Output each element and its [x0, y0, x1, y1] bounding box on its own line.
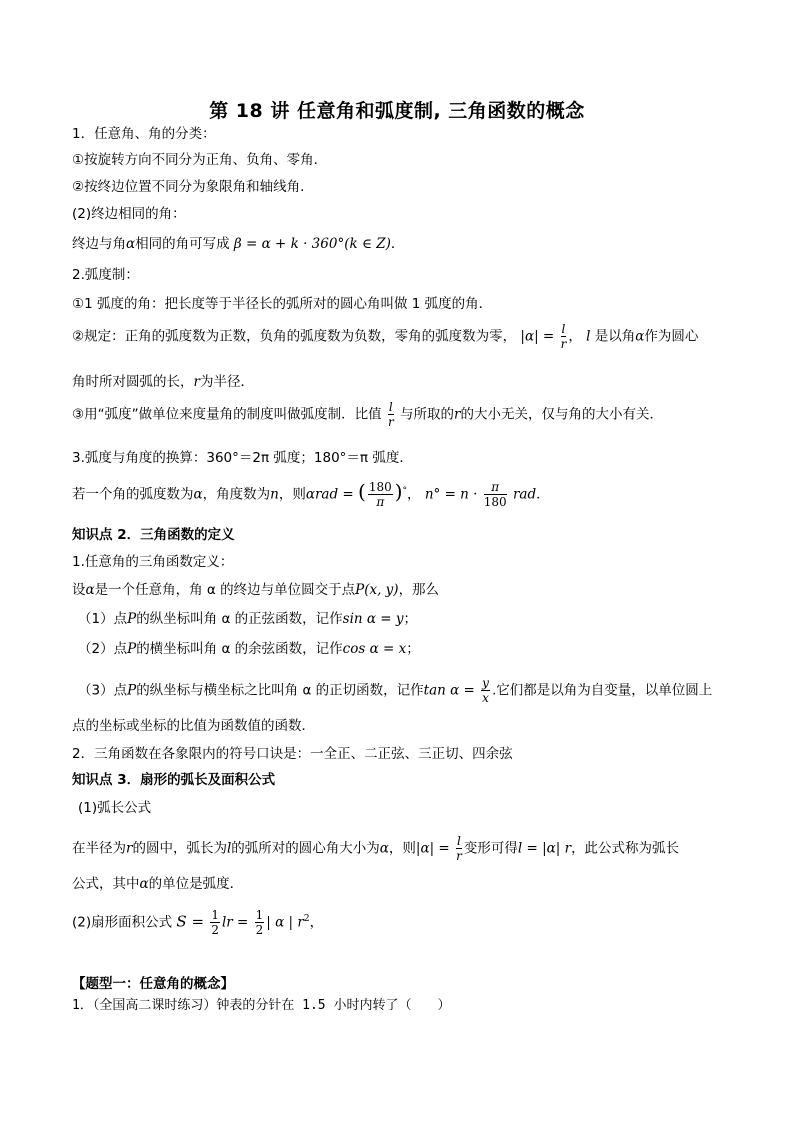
s-equals: S =	[176, 912, 205, 931]
practice-type-heading: 【题型一：任意角的概念】	[72, 976, 234, 992]
text: 若一个角的弧度数为	[72, 486, 194, 503]
alpha-symbol: α	[379, 840, 389, 857]
text: 作为圆心	[644, 328, 699, 345]
sine-formula: sin α = y	[342, 611, 404, 627]
text: 公式，其中	[72, 876, 140, 892]
trig-definition-intro	[72, 580, 439, 600]
radian-measure-line	[72, 400, 663, 429]
classification-by-rotation: ①按旋转方向不同分为正角、负角、零角．	[72, 152, 328, 168]
numerator: y	[482, 676, 489, 690]
text: 的纵坐标叫角 α 的正弦函数，记作	[136, 611, 343, 627]
n-symbol: n	[270, 486, 279, 503]
text: ，则	[388, 840, 416, 857]
alpha-symbol: α	[305, 486, 315, 503]
abs-alpha: |α| =	[415, 840, 450, 857]
text: 设	[72, 582, 86, 598]
sector-area-formula-line	[72, 908, 323, 937]
denominator: r	[456, 849, 462, 863]
text: ，此公式称为弧长	[571, 840, 680, 857]
denominator: r	[387, 415, 394, 429]
text: 的单位是弧度．	[148, 876, 244, 892]
l-symbol: l	[586, 328, 591, 345]
point-p: P(x, y)	[355, 582, 399, 598]
radian-rule-line	[72, 322, 698, 351]
section-1-heading: 1．任意角、角的分类：	[72, 126, 216, 142]
y-over-x-fraction	[481, 676, 490, 705]
question-1: 1．（全国高二课时练习）钟表的分针在 1.5 小时内转了（ ）	[72, 998, 451, 1013]
text: ；	[406, 641, 420, 657]
conversion-heading: 3.弧度与角度的换算：360°＝2π 弧度；180°＝π 弧度．	[72, 450, 413, 466]
r-symbol: r	[454, 406, 461, 423]
rad-unit: rad	[512, 486, 537, 503]
arc-length-formula-line	[72, 834, 679, 863]
denominator: r	[560, 337, 567, 351]
denominator: 2	[211, 923, 219, 937]
text: 是以角	[594, 328, 636, 345]
text: 的弧所对的圆心角大小为	[231, 840, 380, 857]
text: 相同的角可写成	[135, 236, 230, 252]
arc-length-heading: (1)弧长公式	[78, 800, 152, 816]
text: .它们都是以角为自变量，以单位圆上	[491, 682, 713, 699]
numerator: 1	[255, 908, 264, 922]
alpha-symbol: α	[126, 236, 136, 252]
text: ②规定：正角的弧度数为正数，负角的弧度数为负数，零角的弧度数为零，	[72, 328, 517, 345]
text: ，	[407, 486, 421, 503]
tangent-definition	[78, 676, 712, 705]
knowledge-point-3-heading: 知识点 3．扇形的弧长及面积公式	[72, 772, 276, 788]
lr-equals: lr =	[221, 914, 249, 931]
sine-definition	[78, 609, 417, 629]
l-over-r-fraction	[561, 322, 567, 351]
close-paren: )	[394, 479, 403, 504]
numerator: 1	[211, 908, 219, 922]
text: 变形可得	[463, 840, 518, 857]
denominator: π	[376, 495, 385, 509]
text: 是一个任意角，角 α 的终边与单位圆交于点	[94, 582, 356, 598]
numerator: l	[388, 400, 393, 414]
r-symbol: r	[126, 840, 133, 857]
text: ；	[403, 611, 418, 627]
text: 与所取的	[400, 406, 455, 423]
radian-rule-continuation	[72, 372, 254, 392]
one-half-fraction	[255, 908, 265, 937]
knowledge-point-2-heading: 知识点 2．三角函数的定义	[72, 527, 235, 543]
classification-by-terminal-side: ②按终边位置不同分为象限角和轴线角．	[72, 179, 314, 195]
r-symbol: r	[193, 374, 200, 390]
p-symbol: P	[127, 682, 137, 699]
text: 角时所对圆弧的长，	[72, 374, 194, 390]
text: ，那么	[398, 582, 440, 598]
180-over-pi-fraction	[368, 480, 393, 509]
quadrant-sign-mnemonic: 2．三角函数在各象限内的符号口诀是：一全正、二正弦、三正切、四余弦	[72, 746, 513, 762]
numerator: l	[561, 322, 566, 336]
coterminal-formula: β = α + k · 360°(k ∈ Z)	[233, 236, 391, 252]
text: ，角度数为	[202, 486, 271, 503]
cosine-definition	[78, 639, 420, 659]
p-symbol: P	[127, 611, 137, 627]
arc-length-continuation	[72, 874, 243, 894]
denominator: 180	[483, 495, 507, 509]
coterminal-angles-formula-line	[72, 234, 404, 254]
text: 的大小无关，仅与角的大小有关．	[460, 406, 663, 423]
text: （1）点	[78, 611, 128, 627]
denominator: x	[482, 691, 489, 705]
arc-length-formula: l = |α| r	[517, 840, 572, 857]
l-symbol: l	[226, 840, 232, 857]
text: (2)扇形面积公式	[72, 914, 173, 931]
alpha-symbol: α	[139, 876, 149, 892]
coterminal-angles-heading: (2)终边相同的角：	[72, 206, 186, 222]
text: 在半径为	[72, 840, 126, 857]
text: ．	[390, 236, 405, 252]
alpha-symbol: α	[193, 486, 203, 503]
alpha-symbol: α	[85, 582, 95, 598]
text: 终边与角	[72, 236, 126, 252]
l-over-r-fraction	[456, 834, 462, 863]
tangent-formula: tan α =	[423, 682, 475, 699]
text: 的横坐标叫角 α 的余弦函数，记作	[136, 641, 343, 657]
numerator: l	[457, 834, 461, 848]
radian-definition: ①1 弧度的角：把长度等于半径长的弧所对的圆心角叫做 1 弧度的角．	[72, 296, 493, 312]
abs-alpha-r: | α | r	[266, 914, 304, 931]
p-symbol: P	[127, 641, 137, 657]
denominator: 2	[255, 923, 264, 937]
text: 的纵坐标与横坐标之比叫角 α 的正切函数，记作	[136, 682, 424, 699]
text: ，则	[278, 486, 306, 503]
trig-definition-heading: 1.任意角的三角函数定义：	[72, 554, 234, 570]
page-title: 第 18 讲 任意角和弧度制, 三角函数的概念	[209, 100, 585, 122]
alpha-symbol: α	[635, 328, 645, 345]
one-half-fraction	[210, 908, 220, 937]
cosine-formula: cos α = x	[342, 641, 407, 657]
text: 的圆中，弧长为	[132, 840, 227, 857]
text: ，	[309, 914, 324, 931]
text: （2）点	[78, 641, 128, 657]
open-paren: (	[358, 479, 366, 504]
conversion-formula-line	[72, 480, 550, 509]
trig-definition-continuation: 点的坐标或坐标的比值为函数值的函数．	[72, 718, 315, 734]
text: ，	[568, 328, 582, 345]
numerator: π	[484, 480, 507, 495]
pi-over-180-fraction	[484, 480, 507, 509]
section-2-heading: 2.弧度制：	[72, 267, 139, 283]
n-degree-formula: n° = n ·	[424, 486, 478, 503]
text: 为半径．	[199, 374, 254, 390]
rad-equals: rad =	[314, 486, 354, 503]
text: ③用“弧度”做单位来度量角的制度叫做弧度制．比值	[72, 406, 382, 423]
text: ．	[536, 486, 550, 503]
l-over-r-fraction	[388, 400, 394, 429]
abs-alpha: |α| =	[520, 328, 555, 345]
text: （3）点	[78, 682, 128, 699]
numerator: 180	[368, 480, 392, 494]
degree-symbol: °	[402, 486, 408, 496]
superscript-2: 2	[303, 914, 310, 924]
